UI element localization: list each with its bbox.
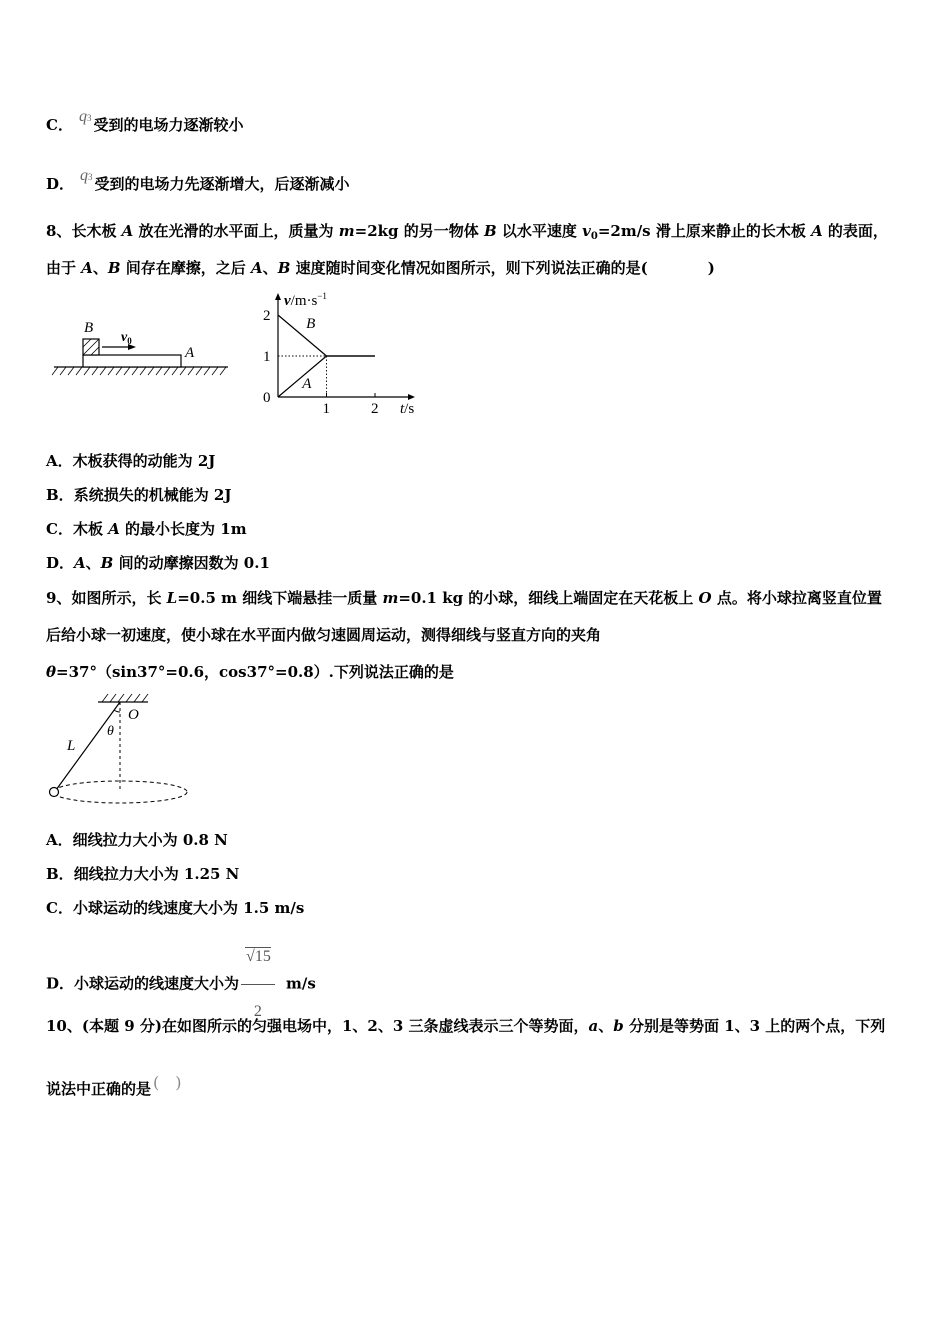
y-tick-label-1: 1: [263, 349, 271, 365]
q9-option-c: C．小球运动的线速度大小为 1.5 m/s: [46, 899, 305, 917]
q9-pendulum-diagram: [44, 690, 194, 805]
angle-arc: [114, 710, 120, 712]
fraction: $\frac{√15}{2}$: [241, 932, 275, 1037]
y-axis-label: $v/m\cdot s^{-1}$: [284, 291, 327, 309]
q8-board-diagram: [50, 312, 235, 382]
q9-stem-line1: 9、如图所示，长 L=0.5 m 细线下端悬挂一质量 m=0.1 kg 的小球，细线上端固定在天花板上 O 点。将小球拉离竖直位置: [46, 589, 882, 607]
series-label-a: A: [302, 375, 312, 392]
y-tick-label-0: 0: [263, 390, 271, 406]
q8-vt-chart: [255, 285, 425, 420]
answer-paren: ( ): [153, 1073, 182, 1092]
q9-stem-line3: θ=37°（sin37°=0.6，cos37°=0.8）.下列说法正确的是: [46, 663, 454, 681]
x-axis-label: t/s: [400, 401, 415, 417]
q10-stem-line1: 10、(本题 9 分)在如图所示的匀强电场中，1、2、3 三条虚线表示三个等势面，a、b 分别是等势面 1、3 上的两个点，下列: [46, 1017, 886, 1035]
q8-option-d: D．A、B 间的动摩擦因数为 0.1: [46, 554, 270, 572]
q9-option-a: A．细线拉力大小为 0.8 N: [46, 831, 228, 849]
series-line-b: [278, 315, 375, 356]
label-o: O: [128, 707, 139, 723]
series-line-a: [278, 356, 375, 397]
q9-option-b: B．细线拉力大小为 1.25 N: [46, 865, 240, 883]
q7-option-d: D． q3 受到的电场力先逐渐增大，后逐渐减小: [46, 167, 350, 193]
x-axis-arrow-icon: [408, 394, 415, 400]
label-l: L: [67, 738, 76, 754]
x-tick-label-1: 1: [322, 401, 330, 417]
label-v0: $v_0$: [121, 330, 132, 346]
q9-option-d: D．小球运动的线速度大小为 $\frac{√15}{2}$ m/s: [46, 932, 316, 1037]
q8-option-c: C．木板 A 的最小长度为 1m: [46, 520, 247, 538]
label-a: A: [185, 345, 195, 361]
y-tick-label-2: 2: [263, 308, 271, 324]
ceiling-hatch: [102, 694, 148, 702]
string-line: [56, 702, 120, 790]
label-theta: θ: [107, 724, 114, 739]
q9-stem-line2: 后给小球一初速度，使小球在水平面内做匀速圆周运动，测得细线与竖直方向的夹角: [46, 626, 602, 644]
x-tick-label-2: 2: [371, 401, 379, 417]
q8-stem-line2: 由于 A、B 间存在摩擦，之后 A、B 速度随时间变化情况如图所示，则下列说法正确的是( ): [46, 259, 715, 277]
ground-hatch: [52, 367, 226, 375]
q8-option-a: A．木板获得的动能为 2J: [46, 452, 216, 470]
series-label-b: B: [306, 316, 316, 333]
y-axis-arrow-icon: [275, 293, 281, 300]
label-b: B: [84, 320, 94, 336]
q8-stem-line1: 8、长木板 A 放在光滑的水平面上，质量为 m=2kg 的另一物体 B 以水平速度 $v_0=2m/s$ 滑上原来静止的长木板 A 的表面，: [46, 222, 888, 242]
q7-option-c: C． q3 受到的电场力逐渐较小: [46, 108, 244, 134]
ball: [50, 788, 59, 797]
q3-symbol: q3: [80, 167, 93, 184]
board-a: [83, 355, 181, 367]
q3-symbol: q3: [78, 108, 92, 125]
q10-stem-line2: 说法中正确的是 ( ): [46, 1073, 182, 1098]
q8-option-b: B．系统损失的机械能为 2J: [46, 486, 232, 504]
